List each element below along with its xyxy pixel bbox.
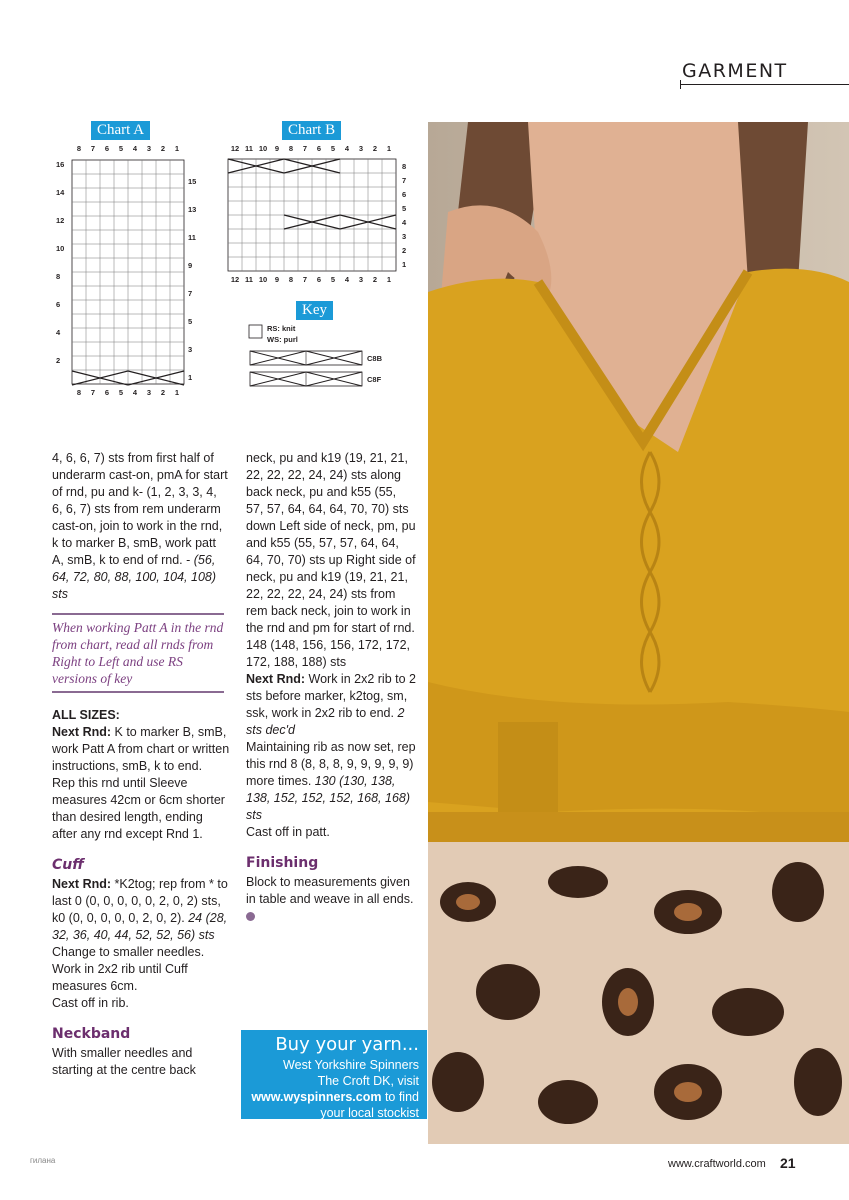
cuff-next-text: *K2tog; rep from * to last 0 (0, 0, 0, 0, 0, 2, 0, 2) sts, k0 (0, 0, 0, 0, 0, 2, 0, 2).	[52, 877, 228, 925]
cuff-cast-off: Cast off in rib.	[52, 996, 129, 1010]
chart-a-col-label: 8	[76, 388, 82, 397]
intro-text: 4, 6, 6, 7) sts from first half of underarm cast-on, pmA for start of rnd, pu and k- (1, 2, 3, 3, 4, 6, 6, 7) sts from rem underarm cast-on, join to work in the rnd, k to marker B, smB, work patt A, smB, k to end of rnd. -	[52, 451, 228, 567]
buy-yarn-title: Buy your yarn...	[275, 1034, 419, 1055]
chart-a-col-label: 1	[174, 388, 180, 397]
chart-a-col-label: 7	[90, 388, 96, 397]
buy-yarn-line3: to find	[384, 1090, 419, 1104]
chart-a-row-label: 16	[56, 160, 65, 169]
buy-yarn-line1: West Yorkshire Spinners	[283, 1058, 419, 1072]
cuff-next-paragraph	[52, 876, 230, 944]
finishing-paragraph	[246, 874, 416, 925]
chart-b-row-label: 2	[402, 246, 407, 255]
finishing-heading: Finishing	[246, 855, 319, 871]
chart-b-col-label: 2	[372, 275, 378, 284]
neckband-text: With smaller needles and starting at the centre back	[52, 1046, 196, 1077]
chart-b-col-label: 4	[344, 144, 350, 153]
chart-a-col-label: 4	[132, 144, 138, 153]
yarn-ball-icon	[246, 912, 255, 921]
next-rnd-label: Next Rnd:	[52, 725, 112, 739]
chart-b-col-label: 6	[316, 275, 322, 284]
chart-b-col-label: 12	[230, 144, 240, 153]
cuff-heading: Cuff	[52, 857, 84, 873]
chart-a-row-label: 9	[188, 261, 193, 270]
chart-a-col-label: 7	[90, 144, 96, 153]
chart-a-row-label: 3	[188, 345, 193, 354]
chart-b-row-label: 1	[402, 260, 407, 269]
chart-b-row-label: 8	[402, 162, 407, 171]
key-c8f: C8F	[367, 375, 382, 384]
instructions-column-1	[52, 450, 230, 603]
chart-b-col-label: 7	[302, 275, 308, 284]
chart-b-col-label: 10	[258, 275, 268, 284]
chart-a-row-label: 1	[188, 373, 193, 382]
cuff-count: 24 (28, 32, 36, 40, 44, 52, 52, 56) sts	[52, 911, 228, 942]
finishing-text: Block to measurements given in table and weave in all ends.	[246, 875, 414, 906]
key-rs-knit: RS: knit	[267, 324, 296, 333]
chart-a-col-label: 4	[132, 388, 138, 397]
chart-a-col-label: 1	[174, 144, 180, 153]
next-rnd-paragraph-2	[246, 671, 416, 739]
chart-b-row-label: 3	[402, 232, 407, 241]
chart-a-col-label: 2	[160, 388, 166, 397]
chart-a-row-label: 10	[56, 244, 65, 253]
neckband-heading: Neckband	[52, 1026, 131, 1042]
chart-b-grid	[222, 140, 418, 288]
chart-a-col-label: 5	[118, 144, 124, 153]
buy-yarn-text	[241, 1055, 427, 1121]
instructions-column-1b	[52, 707, 230, 1079]
chart-a-row-label: 6	[56, 300, 61, 309]
chart-b-col-label: 5	[330, 275, 336, 284]
chart-b-col-label: 5	[330, 144, 336, 153]
chart-b-title: Chart B	[282, 121, 341, 140]
chart-b-row-label: 6	[402, 190, 407, 199]
section-title: GARMENT	[682, 60, 788, 82]
chart-b-col-label: 11	[245, 275, 253, 284]
key-ws-purl: WS: purl	[267, 335, 298, 344]
cuff-change: Change to smaller needles.	[52, 945, 205, 959]
chart-a-row-label: 2	[56, 356, 61, 365]
chart-a-col-label: 3	[146, 144, 152, 153]
buy-yarn-line4: your local stockist	[320, 1106, 419, 1120]
chart-b-col-label: 1	[386, 144, 392, 153]
chart-a-col-label: 5	[118, 388, 124, 397]
chart-b-col-label: 4	[344, 275, 350, 284]
next-rnd-label-2: Next Rnd:	[246, 672, 306, 686]
chart-b-col-label: 6	[316, 144, 322, 153]
instructions-column-2	[246, 450, 416, 925]
chart-a-col-label: 6	[104, 144, 110, 153]
next-rnd-paragraph	[52, 724, 230, 775]
chart-a-row-label: 15	[188, 177, 197, 186]
chart-a-row-label: 11	[188, 233, 196, 242]
footer-mark: гилана	[30, 1156, 56, 1165]
next-rnd-text-2: Work in 2x2 rib to 2 sts before marker, k2tog, sm, ssk, work in 2x2 rib to end.	[246, 672, 416, 720]
chart-a-row-label: 14	[56, 188, 65, 197]
chart-b-col-label: 3	[358, 275, 364, 284]
chart-a-col-label: 3	[146, 388, 152, 397]
header-tick	[680, 80, 681, 89]
header-rule	[680, 84, 849, 85]
key-panel	[247, 322, 387, 388]
cuff-next-label: Next Rnd:	[52, 877, 112, 891]
chart-a-row-label: 13	[188, 205, 197, 214]
maintain-paragraph	[246, 739, 416, 824]
chart-b-row-label: 5	[402, 204, 407, 213]
photo-illustration	[428, 122, 849, 1144]
chart-b-col-label: 1	[386, 275, 392, 284]
key-c8b: C8B	[367, 354, 383, 363]
maintain-count: 130 (130, 138, 138, 152, 152, 152, 168, 168) sts	[246, 774, 411, 822]
working-tip: When working Patt A in the rnd from chart, read all rnds from Right to Left and use RS versions of key	[52, 613, 224, 693]
chart-a-col-label: 8	[76, 144, 82, 153]
buy-yarn-link[interactable]: www.wyspinners.com	[251, 1090, 382, 1104]
next-rnd-text: K to marker B, smB, work Patt A from chart or written instructions, smB, k to end.	[52, 725, 230, 773]
sweater-photo	[428, 122, 849, 1144]
buy-yarn-box	[241, 1030, 427, 1119]
buy-yarn-line2: The Croft DK, visit	[317, 1074, 419, 1088]
chart-a-row-label: 7	[188, 289, 193, 298]
chart-a-col-label: 6	[104, 388, 110, 397]
next-rnd-dec: 2 sts dec'd	[246, 706, 405, 737]
chart-a-title: Chart A	[91, 121, 150, 140]
rep-paragraph: Rep this rnd until Sleeve measures 42cm or 6cm shorter than desired length, ending after any rnd except Rnd 1.	[52, 776, 225, 841]
key-title: Key	[296, 301, 333, 320]
chart-a-col-label: 2	[160, 144, 166, 153]
chart-b-col-label: 3	[358, 144, 364, 153]
cast-off-patt: Cast off in patt.	[246, 825, 330, 839]
chart-a-row-label: 12	[56, 216, 65, 225]
all-sizes-heading: ALL SIZES:	[52, 708, 120, 722]
footer-url[interactable]: www.craftworld.com	[668, 1158, 766, 1170]
chart-a-row-label: 8	[56, 272, 61, 281]
chart-b-row-label: 7	[402, 176, 407, 185]
chart-b-col-label: 9	[274, 144, 280, 153]
chart-b-col-label: 9	[274, 275, 280, 284]
chart-b-col-label: 8	[288, 275, 294, 284]
chart-a-grid	[52, 140, 202, 400]
intro-count: (56, 64, 72, 80, 88, 100, 104, 108) sts	[52, 553, 217, 601]
chart-b-col-label: 8	[288, 144, 294, 153]
intro-paragraph	[52, 450, 230, 603]
chart-b-col-label: 2	[372, 144, 378, 153]
maintain-text: Maintaining rib as now set, rep this rnd 8 (8, 8, 8, 9, 9, 9, 9, 9) more times.	[246, 740, 416, 788]
chart-b-row-label: 4	[402, 218, 407, 227]
chart-b-col-label: 12	[230, 275, 240, 284]
page-number: 21	[780, 1155, 796, 1171]
cuff-work: Work in 2x2 rib until Cuff measures 6cm.	[52, 962, 188, 993]
chart-a-row-label: 4	[56, 328, 61, 337]
chart-b-col-label: 10	[258, 144, 268, 153]
chart-b-col-label: 11	[245, 144, 253, 153]
chart-b-col-label: 7	[302, 144, 308, 153]
neck-paragraph: neck, pu and k19 (19, 21, 21, 22, 22, 22, 24, 24) sts along back neck, pu and k55 (55, 57, 57, 64, 64, 64, 70, 70) sts down Left side of neck, pm, pu and k55 (55, 57, 57, 64, 64, 64, 70, 70) sts up Right side of neck, pu and k19 (19, 21, 21, 22, 22, 22, 24, 24) sts from rem back neck, join to work in the rnd and pm for start of rnd. 148 (148, 156, 156, 172, 172, 172, 188, 188) sts	[246, 451, 416, 669]
chart-a-row-label: 5	[188, 317, 193, 326]
